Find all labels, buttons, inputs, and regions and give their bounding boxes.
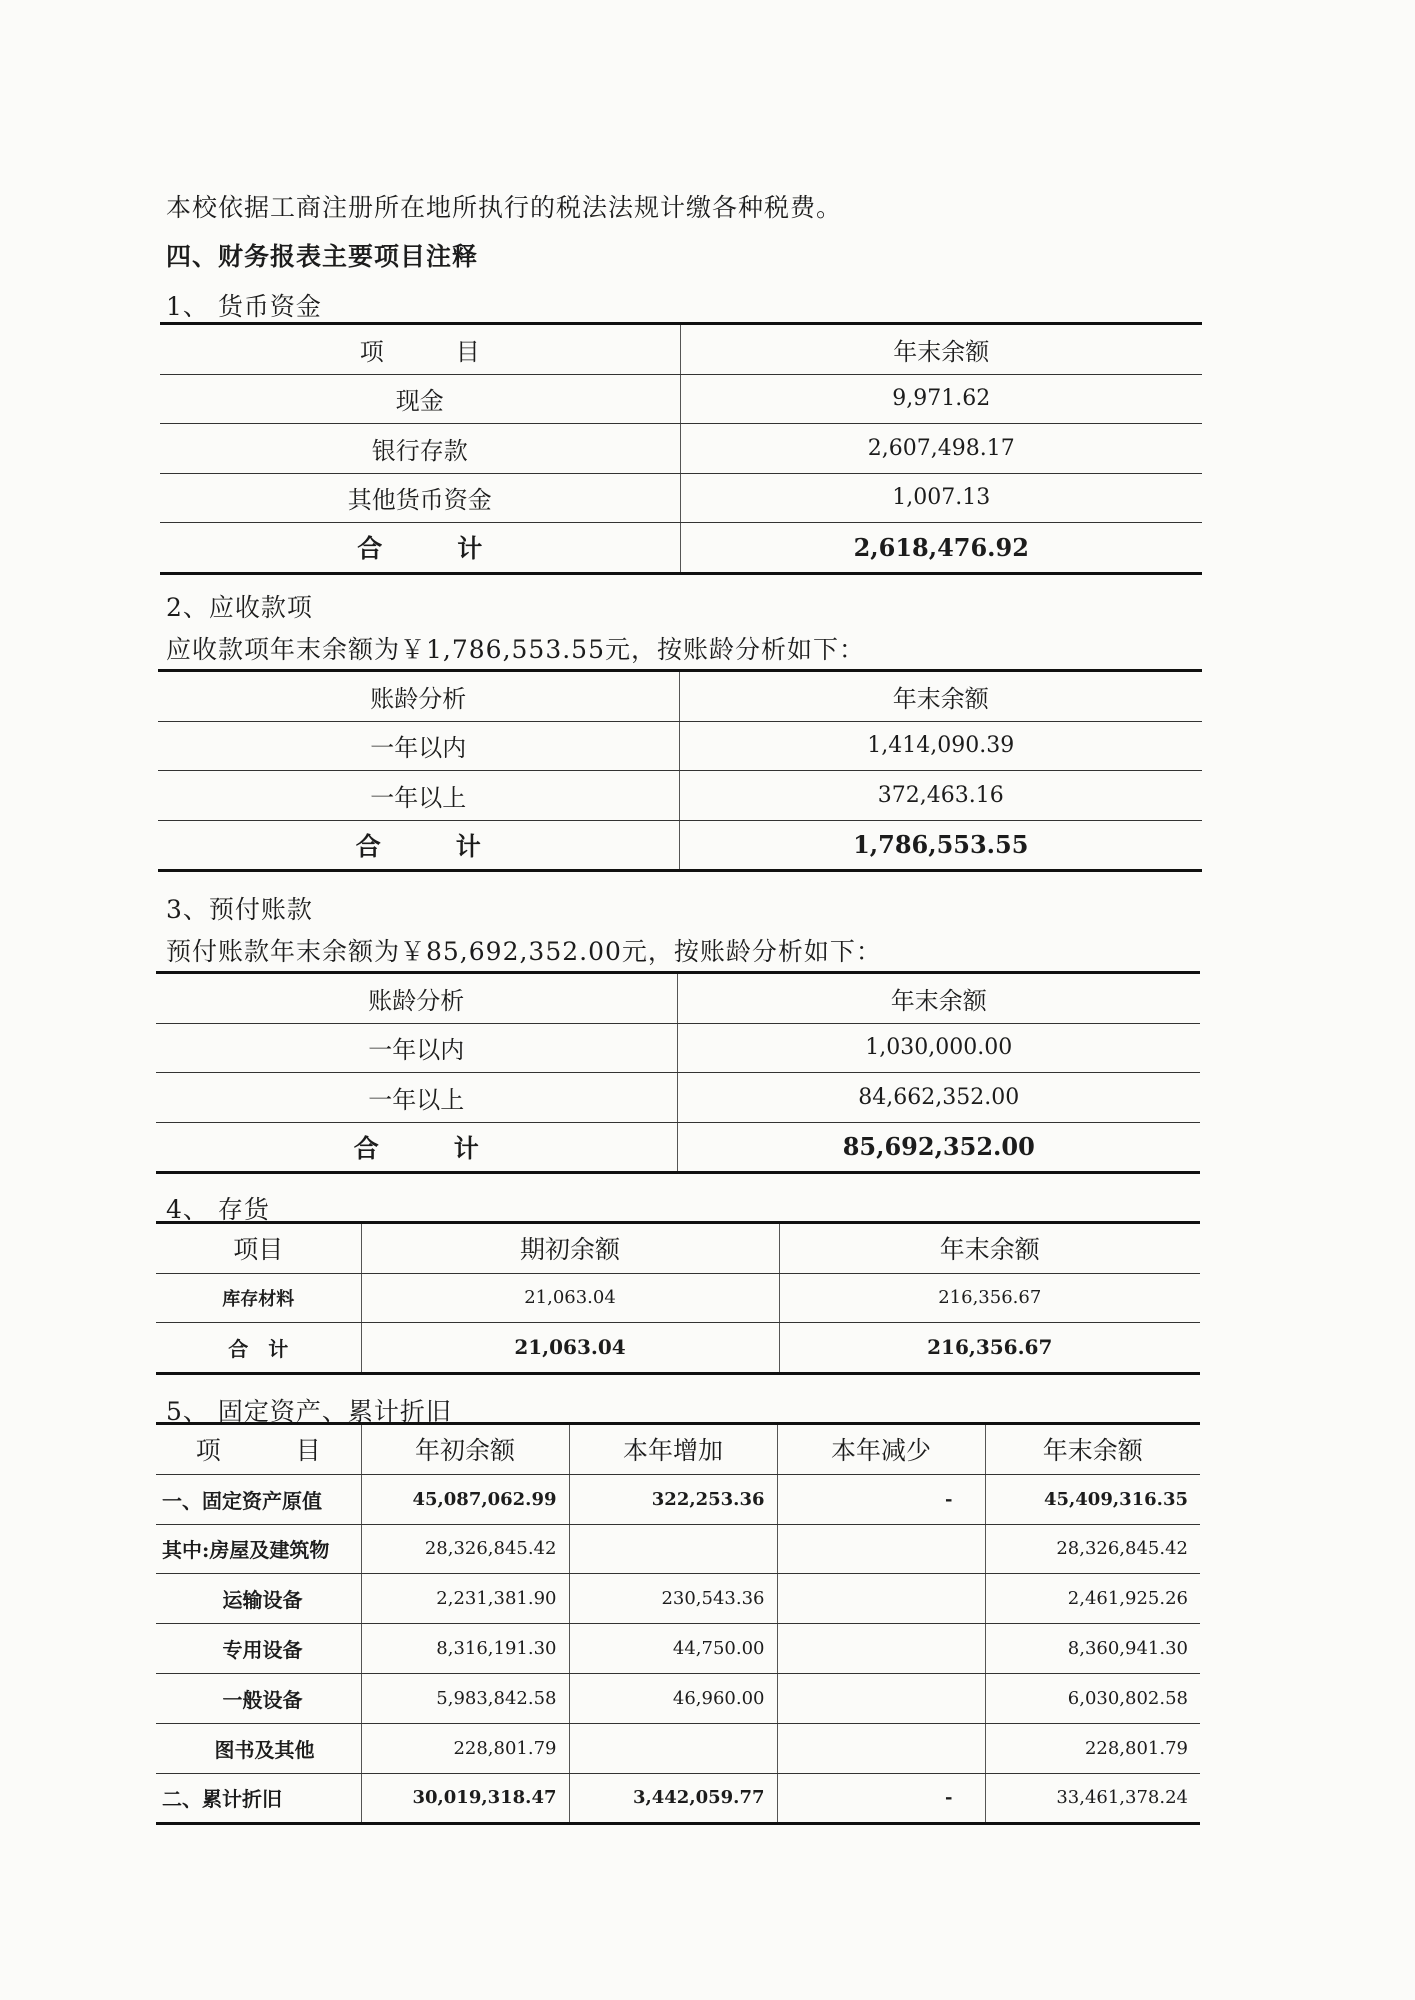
table-header-row [156,1424,1200,1475]
row-end: 216,356.67 [779,1273,1200,1323]
total-row [156,1122,1200,1173]
row-value: 1,030,000.00 [677,1023,1200,1073]
row-decrease [777,1574,985,1624]
total-end: 216,356.67 [779,1323,1200,1374]
row-label: 一年以上 [156,1073,677,1123]
row-decrease [777,1524,985,1574]
row-begin: 21,063.04 [361,1273,779,1323]
row-label: 其中:房屋及建筑物 [156,1524,361,1574]
header-end-balance: 年末余额 [779,1223,1200,1274]
s1-title: 1、 货币资金 [166,292,322,321]
row-label: 一、固定资产原值 [156,1474,361,1524]
row-begin: 228,801.79 [361,1723,569,1773]
s4-title: 4、 存货 [166,1195,270,1224]
table-row [156,1273,1200,1323]
row-begin: 30,019,318.47 [361,1773,569,1824]
row-decrease: - [777,1474,985,1524]
row-increase: 46,960.00 [569,1673,777,1723]
s2-title: 2、应收款项 [166,593,313,622]
table-row [158,771,1202,821]
row-end: 8,360,941.30 [985,1624,1200,1674]
header-begin-balance: 年初余额 [361,1424,569,1475]
row-label: 一年以内 [158,721,679,771]
table-row [156,1773,1200,1824]
row-end: 33,461,378.24 [985,1773,1200,1824]
row-begin: 8,316,191.30 [361,1624,569,1674]
row-begin: 2,231,381.90 [361,1574,569,1624]
total-value: 2,618,476.92 [680,523,1202,574]
row-label: 图书及其他 [156,1723,361,1773]
table-row [156,1073,1200,1123]
table-row [156,1474,1200,1524]
header-begin-balance: 期初余额 [361,1223,779,1274]
table-row [156,1673,1200,1723]
s3-title: 3、预付账款 [166,895,313,924]
total-value: 1,786,553.55 [679,820,1202,871]
table-header-row [156,1223,1200,1274]
header-aging: 账龄分析 [156,973,677,1024]
total-label: 合 计 [156,1122,677,1173]
total-row [158,820,1202,871]
table-header-row [156,973,1200,1024]
row-increase: 322,253.36 [569,1474,777,1524]
table-row [156,1524,1200,1574]
table-row [160,473,1202,523]
row-label: 现金 [160,374,680,424]
row-label: 银行存款 [160,424,680,474]
row-value: 9,971.62 [680,374,1202,424]
header-decrease: 本年减少 [777,1424,985,1475]
cash-table [160,322,1202,575]
row-end: 2,461,925.26 [985,1574,1200,1624]
row-decrease [777,1723,985,1773]
header-item: 项 目 [156,1424,361,1475]
intro-text: 本校依据工商注册所在地所执行的税法法规计缴各种税费。 [166,193,843,222]
receivables-table [158,669,1202,872]
row-end: 45,409,316.35 [985,1474,1200,1524]
table-row [160,424,1202,474]
header-end-balance: 年末余额 [985,1424,1200,1475]
total-row [160,523,1202,574]
fixed-assets-table [156,1422,1200,1825]
total-label: 合 计 [156,1323,361,1374]
row-label: 其他货币资金 [160,473,680,523]
row-label: 一般设备 [156,1673,361,1723]
row-decrease [777,1673,985,1723]
row-end: 228,801.79 [985,1723,1200,1773]
row-increase [569,1524,777,1574]
row-label: 运输设备 [156,1574,361,1624]
row-value: 84,662,352.00 [677,1073,1200,1123]
header-end-balance: 年末余额 [680,324,1202,375]
total-value: 85,692,352.00 [677,1122,1200,1173]
row-increase: 3,442,059.77 [569,1773,777,1824]
row-label: 专用设备 [156,1624,361,1674]
row-value: 1,007.13 [680,473,1202,523]
total-row [156,1323,1200,1374]
table-row [160,374,1202,424]
total-label: 合 计 [160,523,680,574]
header-end-balance: 年末余额 [677,973,1200,1024]
inventory-table [156,1221,1200,1375]
table-row [156,1723,1200,1773]
row-end: 28,326,845.42 [985,1524,1200,1574]
row-value: 372,463.16 [679,771,1202,821]
table-header-row [160,324,1202,375]
header-item: 项目 [156,1223,361,1274]
s2-desc: 应收款项年末余额为￥1,786,553.55元，按账龄分析如下： [166,635,865,664]
row-begin: 45,087,062.99 [361,1474,569,1524]
row-decrease: - [777,1773,985,1824]
row-decrease [777,1624,985,1674]
row-begin: 28,326,845.42 [361,1524,569,1574]
total-begin: 21,063.04 [361,1323,779,1374]
row-value: 2,607,498.17 [680,424,1202,474]
prepayments-table [156,971,1200,1174]
table-row [156,1624,1200,1674]
row-increase: 44,750.00 [569,1624,777,1674]
row-label: 一年以上 [158,771,679,821]
row-increase: 230,543.36 [569,1574,777,1624]
row-label: 库存材料 [156,1273,361,1323]
s5-title: 5、 固定资产、累计折旧 [166,1397,452,1426]
row-label: 一年以内 [156,1023,677,1073]
table-row [156,1574,1200,1624]
section-title: 四、财务报表主要项目注释 [166,242,479,271]
row-begin: 5,983,842.58 [361,1673,569,1723]
header-end-balance: 年末余额 [679,671,1202,722]
row-value: 1,414,090.39 [679,721,1202,771]
table-row [156,1023,1200,1073]
table-row [158,721,1202,771]
header-aging: 账龄分析 [158,671,679,722]
header-increase: 本年增加 [569,1424,777,1475]
row-label: 二、累计折旧 [156,1773,361,1824]
row-increase [569,1723,777,1773]
row-end: 6,030,802.58 [985,1673,1200,1723]
s3-desc: 预付账款年末余额为￥85,692,352.00元，按账龄分析如下： [166,937,882,966]
total-label: 合 计 [158,820,679,871]
header-item: 项 目 [160,324,680,375]
table-header-row [158,671,1202,722]
